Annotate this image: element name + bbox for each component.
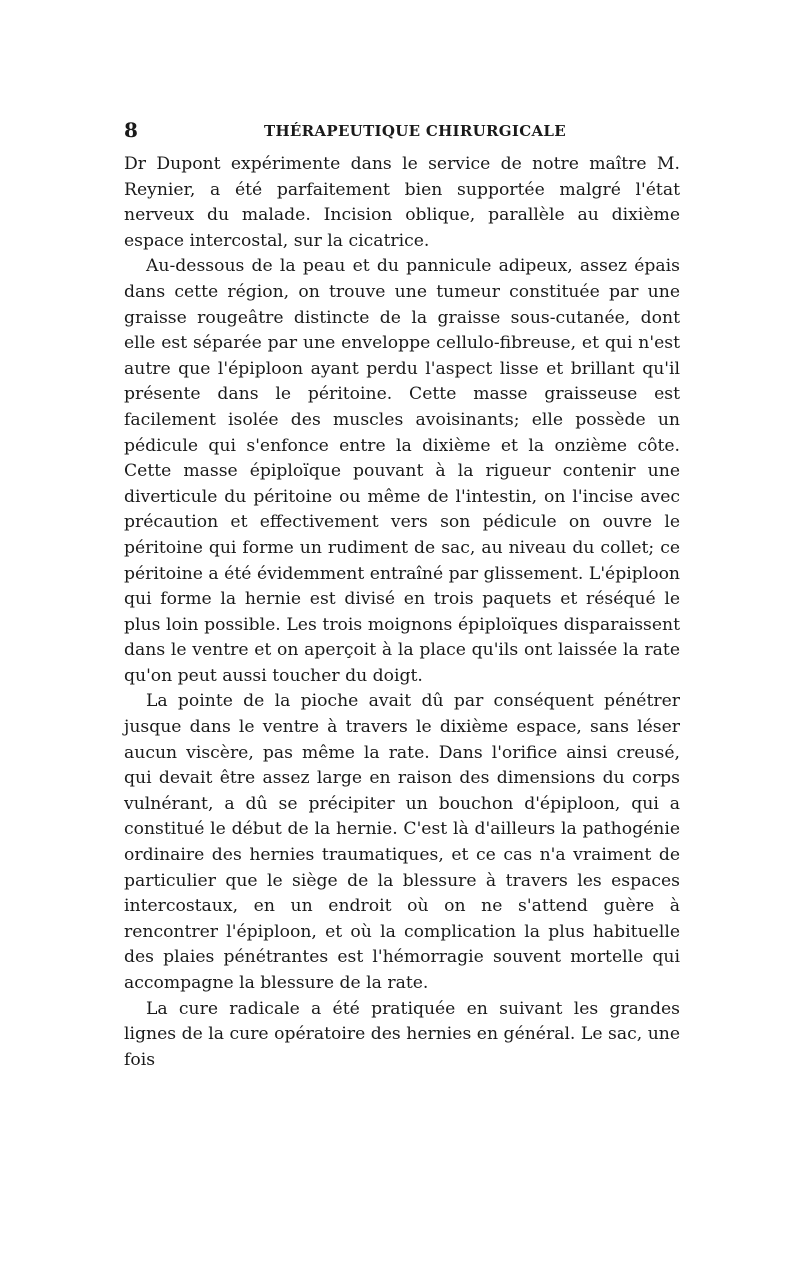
paragraph-tumor-description: Au-dessous de la peau et du pannicule adipeux, assez épais dans cette région, on trouve une tumeur constituée par une graisse rougeâtre distincte de la graisse sous-cutanée, dont elle est séparée par une enveloppe cellulo-fibreuse, et qui n'est autre que l'épiploon ayant perdu l'aspect lisse et brillant qu'il présente dans le péritoine. Cette masse graisseuse est facilement isolée des muscles avoisinants; elle possède un pédicule qui s'enfonce entre la dixième et la onzième côte. Cette masse épiploïque pouvant à la rigueur contenir une diverticule du péritoine ou même de l'intestin, on l'incise avec précaution et effectivement vers son pédicule on ouvre le péritoine qui forme un rudiment de sac, au niveau du collet; ce péritoine a été évidemment entraîné par glissement. L'épiploon qui forme la hernie est divisé en trois paquets et réséqué le plus loin possible. Les trois moignons épiploïques disparaissent dans le ventre et on aperçoit à la place qu'ils ont laissée la rate qu'on peut aussi toucher du doigt. [124,256,680,686]
page-number: 8 [124,118,138,142]
running-title: THÉRAPEUTIQUE CHIRURGICALE [264,122,566,140]
paragraph-pathogenesis: La pointe de la pioche avait dû par conséquent pénétrer jusque dans le ventre à travers le dixième espace, sans léser aucun viscère, pas même la rate. Dans l'orifice ainsi creusé, qui devait être assez large en raison des dimensions du corps vulnérant, a dû se précipiter un bouchon d'épiploon, qui a constitué le début de la hernie. C'est là d'ailleurs la pathogénie ordinaire des hernies traumatiques, et ce cas n'a vraiment de particulier que le siège de la blessure à travers les espaces intercostaux, en un endroit où on ne s'attend guère à rencontrer l'épiploon, et où la complication la plus habituelle des plaies pénétrantes est l'hémorragie souvent mortelle qui accompagne la blessure de la rate. [124,691,680,993]
body-text [124,152,680,1073]
running-head [124,118,680,142]
paragraph-radical-cure: La cure radicale a été pratiquée en suivant les grandes lignes de la cure opératoire des hernies en général. Le sac, une fois [124,998,680,1070]
paragraph-continued: Dr Dupont expérimente dans le service de notre maître M. Reynier, a été parfaitement bien supportée malgré l'état nerveux du malade. Incision oblique, parallèle au dixième espace intercostal, sur la cicatrice. [124,154,680,251]
